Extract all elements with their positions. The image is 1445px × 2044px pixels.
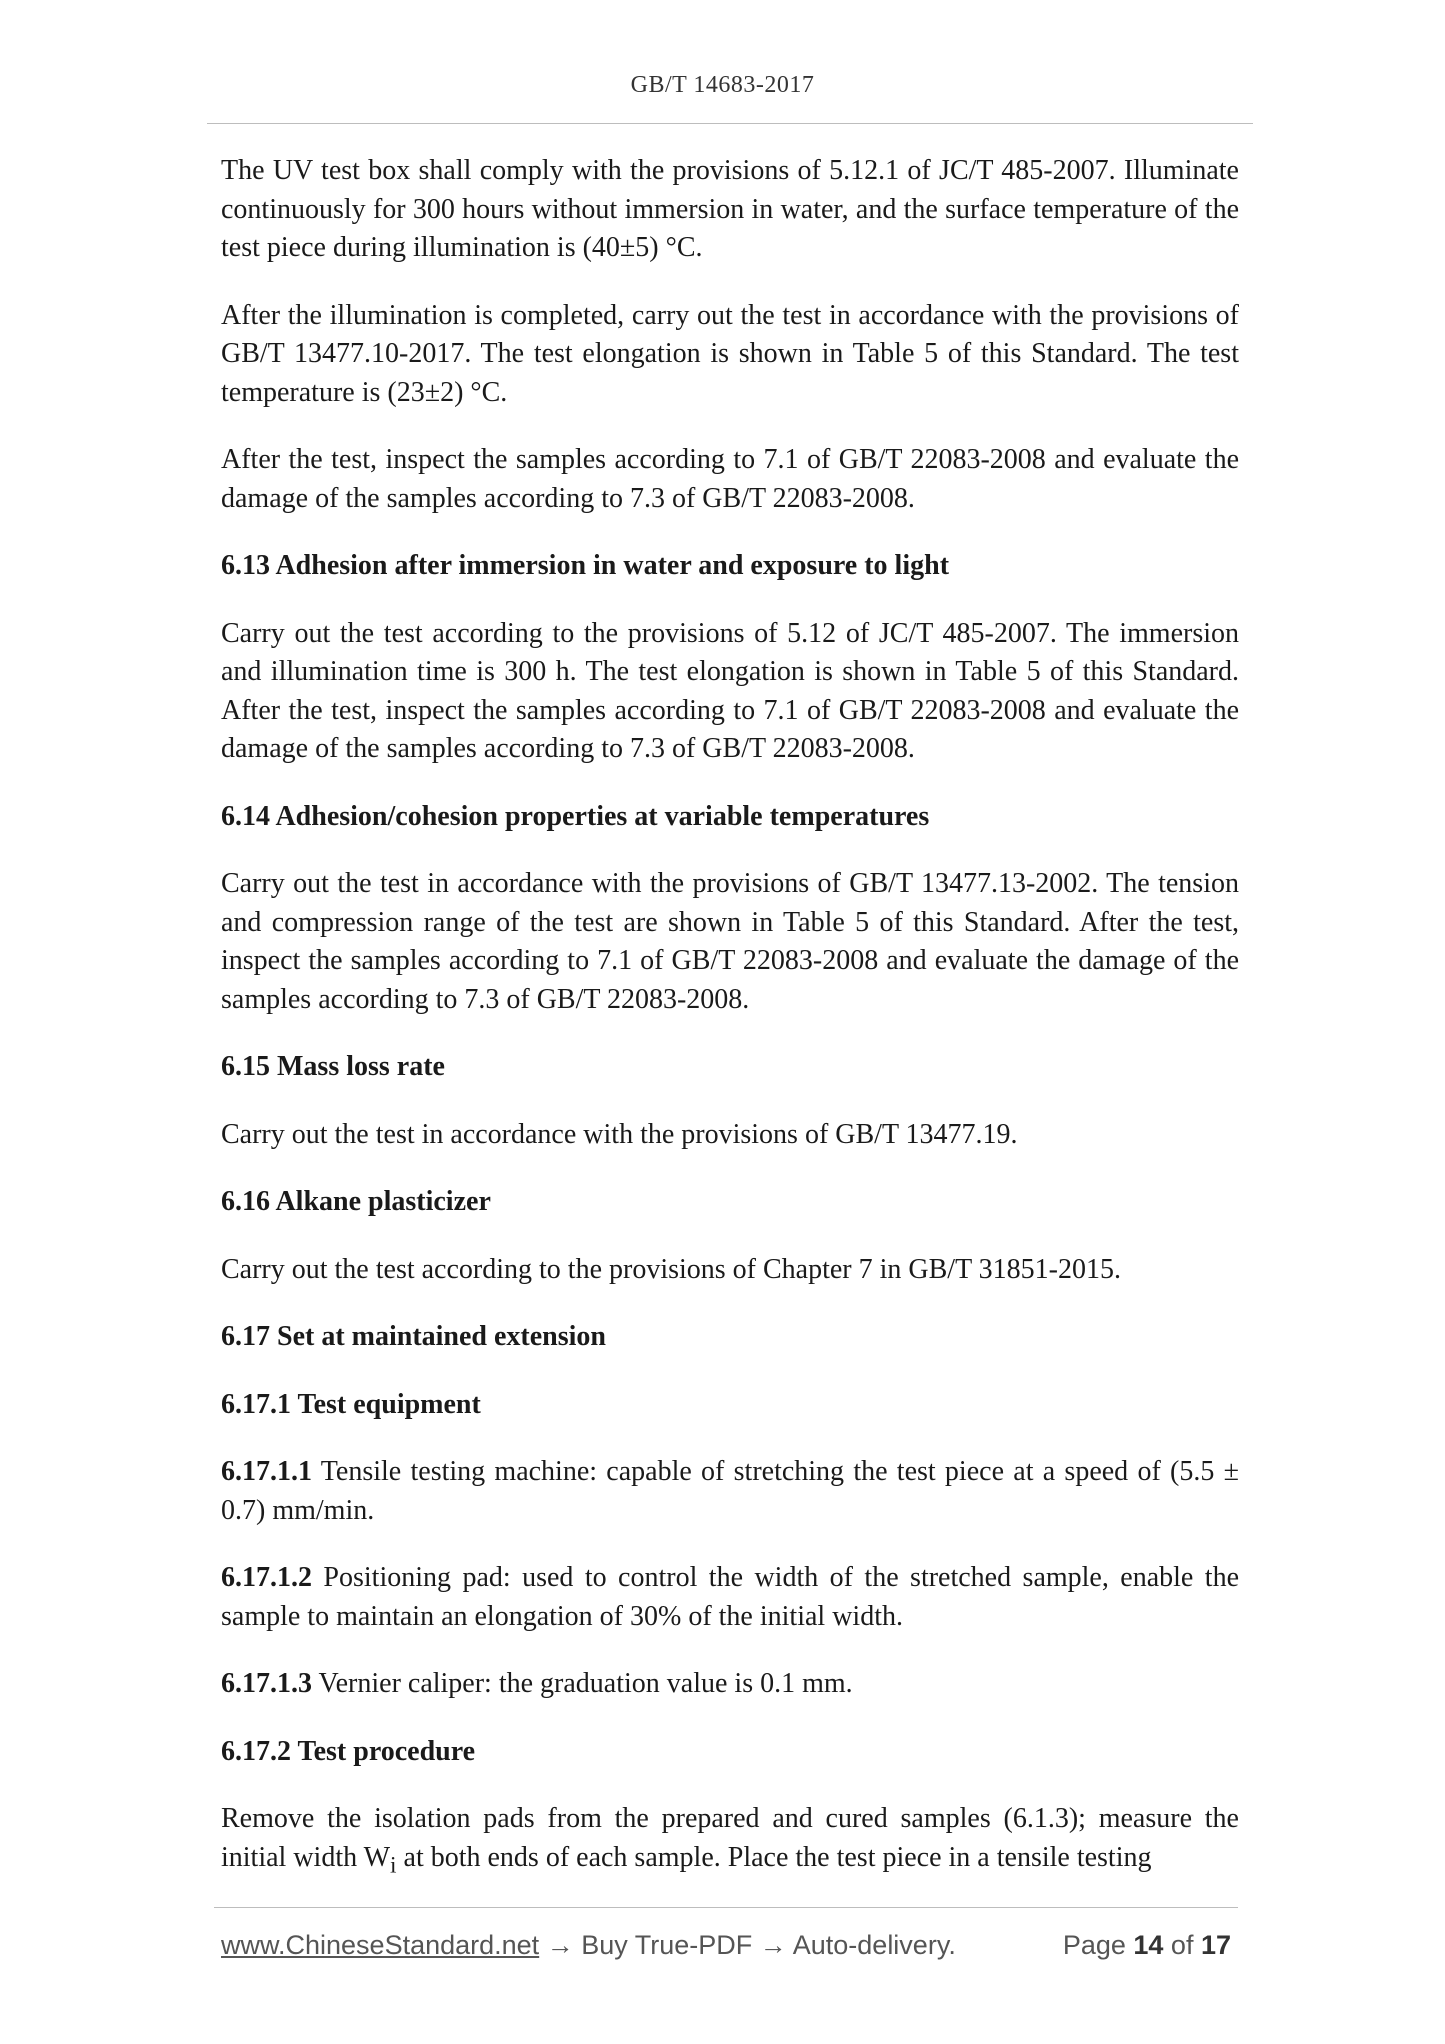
website-link[interactable]: www.ChineseStandard.net <box>221 1930 540 1960</box>
page-footer <box>221 1930 1231 1966</box>
footer-promo-text: → Buy True-PDF → Auto-delivery. <box>539 1930 956 1960</box>
paragraph-uv-box: The UV test box shall comply with the provisions of 5.12.1 of JC/T 485-2007. Illuminate continuously for 300 hours without immersion in water, and the surface temperature of the test piece during illumination is (40±5) °C. <box>221 155 1239 263</box>
clause-number: 6.17.1.3 <box>221 1668 312 1699</box>
clause-number: 6.17.1.2 <box>221 1562 312 1593</box>
paragraph-6-17-2 <box>221 1800 1239 1885</box>
current-page: 14 <box>1133 1930 1164 1960</box>
paragraph-6-17-1-1 <box>221 1453 1239 1530</box>
page-label: Page <box>1062 1930 1134 1960</box>
paragraph-6-14: Carry out the test in accordance with the provisions of GB/T 13477.13-2002. The tension and compression range of the test are shown in Table 5 of this Standard. After the test, inspect the samples according to 7.1 of GB/T 22083-2008 and evaluate the damage of the samples according to 7.3 of GB/T 22083-2008. <box>221 868 1239 1015</box>
heading-6-17-1: 6.17.1 Test equipment <box>221 1388 481 1420</box>
clause-number: 6.17.1.1 <box>221 1456 312 1487</box>
header-divider <box>207 123 1253 124</box>
paragraph-after-illumination: After the illumination is completed, carry out the test in accordance with the provisions of GB/T 13477.10-2017. The test elongation is shown in Table 5 of this Standard. The test temperature is (23±2) °C. <box>221 299 1239 408</box>
running-header: GB/T 14683-2017 <box>630 72 815 98</box>
footer-divider <box>214 1907 1238 1908</box>
clause-text: Vernier caliper: the graduation value is 0.1 mm. <box>312 1668 853 1699</box>
heading-6-17-2: 6.17.2 Test procedure <box>221 1735 476 1767</box>
heading-6-13: 6.13 Adhesion after immersion in water and exposure to light <box>221 550 950 581</box>
heading-6-14: 6.14 Adhesion/cohesion properties at variable temperatures <box>221 800 930 832</box>
paragraph-6-13: Carry out the test according to the provisions of 5.12 of JC/T 485-2007. The immersion and illumination time is 300 h. The test elongation is shown in Table 5 of this Standard. After the test, inspect the samples according to 7.1 of GB/T 22083-2008 and evaluate the damage of the samples according to 7.3 of GB/T 22083-2008. <box>221 617 1239 764</box>
clause-text: Tensile testing machine: capable of stretching the test piece at a speed of (5.5 ± 0.7) mm/min. <box>221 1456 1239 1526</box>
heading-6-15: 6.15 Mass loss rate <box>221 1051 445 1082</box>
paragraph-6-15: Carry out the test in accordance with the provisions of GB/T 13477.19. <box>221 1118 1018 1150</box>
heading-6-17: 6.17 Set at maintained extension <box>221 1321 606 1352</box>
footer-promo <box>221 1930 956 1961</box>
procedure-text-end: at both ends of each sample. Place the test piece in a tensile testing <box>396 1841 1152 1873</box>
page-indicator <box>1063 1930 1231 1961</box>
paragraph-inspect-samples: After the test, inspect the samples according to 7.1 of GB/T 22083-2008 and evaluate the damage of the samples according to 7.3 of GB/T 22083-2008. <box>221 444 1239 514</box>
paragraph-6-17-1-3 <box>221 1665 1239 1704</box>
paragraph-6-17-1-2 <box>221 1559 1239 1636</box>
clause-text: Positioning pad: used to control the width of the stretched sample, enable the sample to maintain an elongation of 30% of the initial width. <box>221 1562 1239 1632</box>
procedure-text-start: Remove the isolation pads from the prepared and cured samples (6.1.3); measure the initial width W <box>221 1803 1239 1873</box>
total-pages: 17 <box>1200 1930 1231 1960</box>
subscript-i: i <box>390 1852 397 1879</box>
of-label: of <box>1163 1930 1201 1960</box>
paragraph-6-16: Carry out the test according to the provisions of Chapter 7 in GB/T 31851-2015. <box>221 1253 1122 1285</box>
page-body <box>221 152 1239 1885</box>
heading-6-16: 6.16 Alkane plasticizer <box>221 1186 491 1217</box>
